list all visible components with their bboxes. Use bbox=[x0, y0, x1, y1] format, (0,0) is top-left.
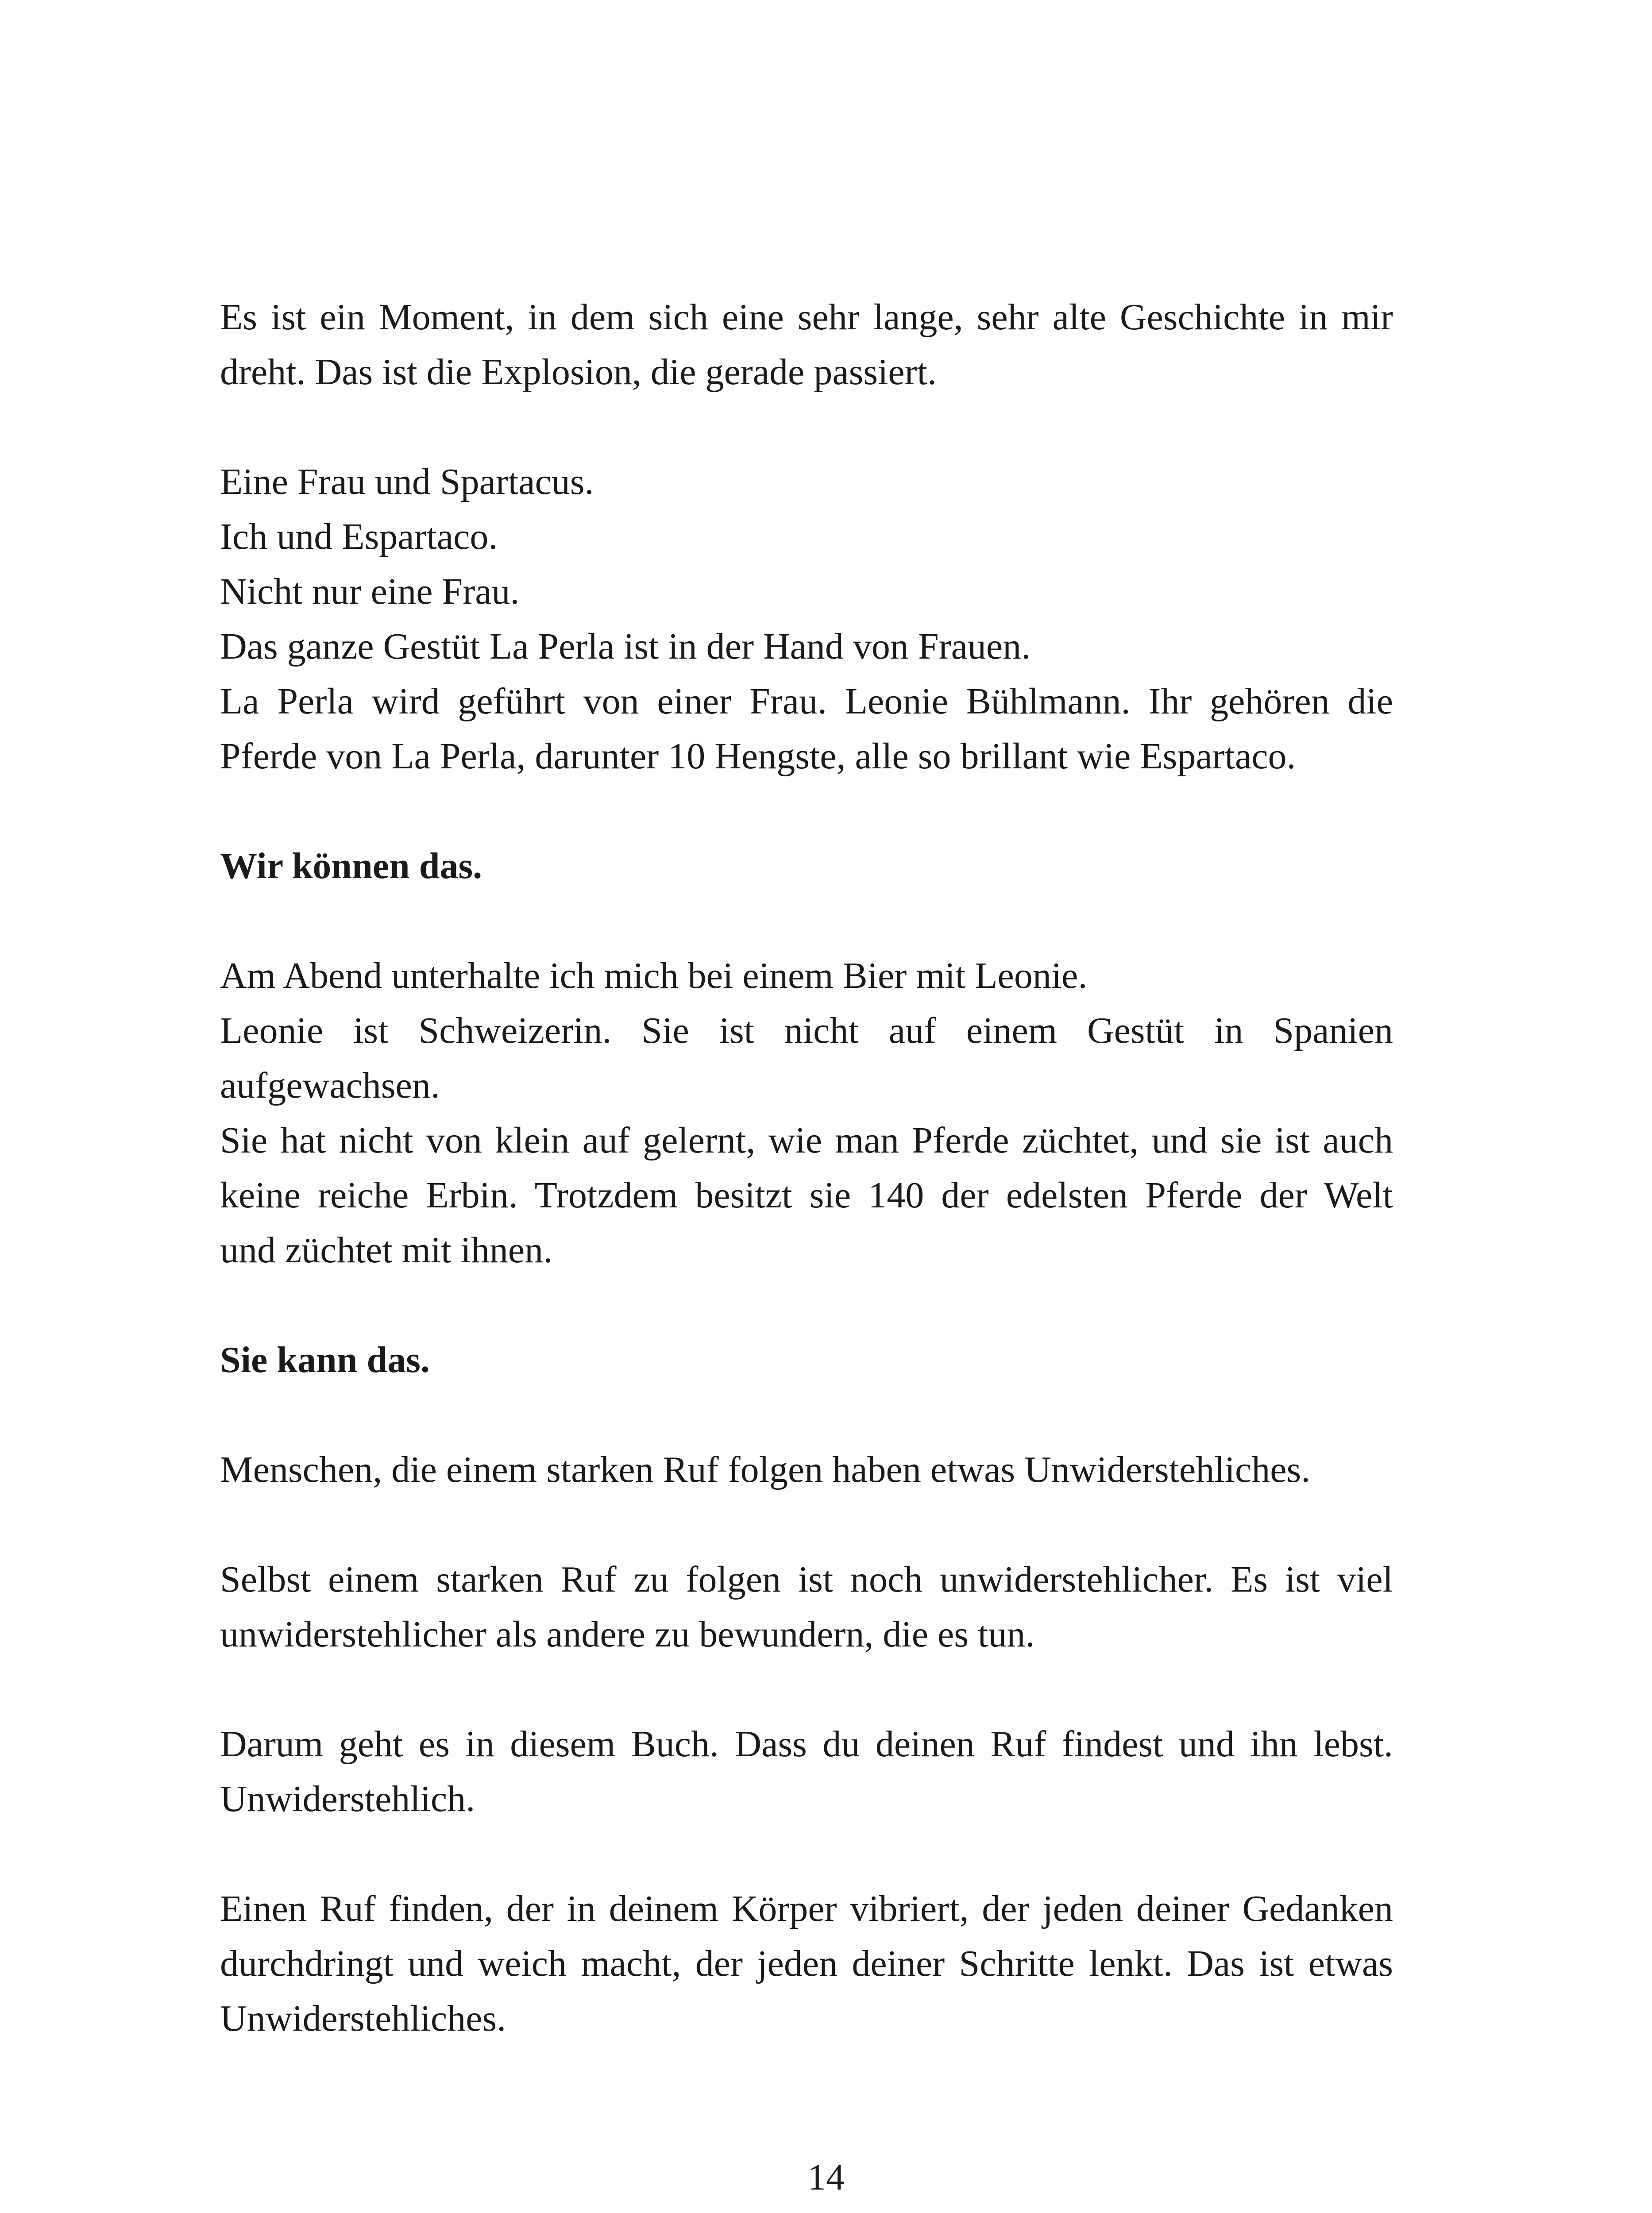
text-line: durchdringt und weich macht, der jeden deiner Schritte lenkt. Das ist etwas bbox=[220, 1943, 1393, 1984]
paragraph-einen-ruf bbox=[220, 1881, 1393, 2046]
text-line: Menschen, die einem starken Ruf folgen haben etwas Unwiderstehliches. bbox=[220, 1449, 1311, 1490]
text-line: Darum geht es in diesem Buch. Dass du deinen Ruf findest und ihn lebst. bbox=[220, 1723, 1393, 1765]
paragraph-leonie bbox=[220, 948, 1393, 1278]
text-line: keine reiche Erbin. Trotzdem besitzt sie 140 der edelsten Pferde der Welt bbox=[220, 1175, 1393, 1216]
text-line: Pferde von La Perla, darunter 10 Hengste, alle so brillant wie Espartaco. bbox=[220, 736, 1296, 777]
text-line: Nicht nur eine Frau. bbox=[220, 571, 520, 612]
text-line: Unwiderstehliches. bbox=[220, 1998, 506, 2039]
paragraph-menschen bbox=[220, 1442, 1393, 1497]
text-line: Das ganze Gestüt La Perla ist in der Hand von Frauen. bbox=[220, 626, 1031, 667]
text-line: Selbst einem starken Ruf zu folgen ist noch unwiderstehlicher. Es ist viel bbox=[220, 1559, 1393, 1600]
page-number: 14 bbox=[807, 2157, 845, 2198]
paragraph-moment bbox=[220, 290, 1393, 400]
text-line: und züchtet mit ihnen. bbox=[220, 1230, 553, 1271]
text-line: Es ist ein Moment, in dem sich eine sehr lange, sehr alte Geschichte in mir bbox=[220, 297, 1393, 338]
paragraph-sie-kann-das bbox=[220, 1333, 1393, 1388]
text-line: Leonie ist Schweizerin. Sie ist nicht auf einem Gestüt in Spanien aufgewachsen. bbox=[220, 1010, 1393, 1106]
paragraph-darum bbox=[220, 1717, 1393, 1827]
paragraph-selbst bbox=[220, 1552, 1393, 1662]
text-line: Unwiderstehlich. bbox=[220, 1778, 475, 1820]
text-line: dreht. Das ist die Explosion, die gerade passiert. bbox=[220, 351, 937, 393]
text-line: unwiderstehlicher als andere zu bewundern, die es tun. bbox=[220, 1614, 1035, 1655]
text-line: Am Abend unterhalte ich mich bei einem Bier mit Leonie. bbox=[220, 955, 1088, 996]
body-text bbox=[220, 290, 1393, 2101]
bold-statement: Sie kann das. bbox=[220, 1339, 430, 1380]
paragraph-wir-koennen-das bbox=[220, 839, 1393, 894]
paragraph-la-perla bbox=[220, 455, 1393, 784]
text-line: La Perla wird geführt von einer Frau. Leonie Bühlmann. Ihr gehören die bbox=[220, 681, 1393, 722]
text-line: Sie hat nicht von klein auf gelernt, wie man Pferde züchtet, und sie ist auch bbox=[220, 1120, 1393, 1161]
text-line: Einen Ruf finden, der in deinem Körper vibriert, der jeden deiner Gedanken bbox=[220, 1888, 1393, 1929]
bold-statement: Wir können das. bbox=[220, 845, 482, 887]
text-line: Eine Frau und Spartacus. bbox=[220, 461, 594, 502]
text-line: Ich und Espartaco. bbox=[220, 516, 498, 557]
